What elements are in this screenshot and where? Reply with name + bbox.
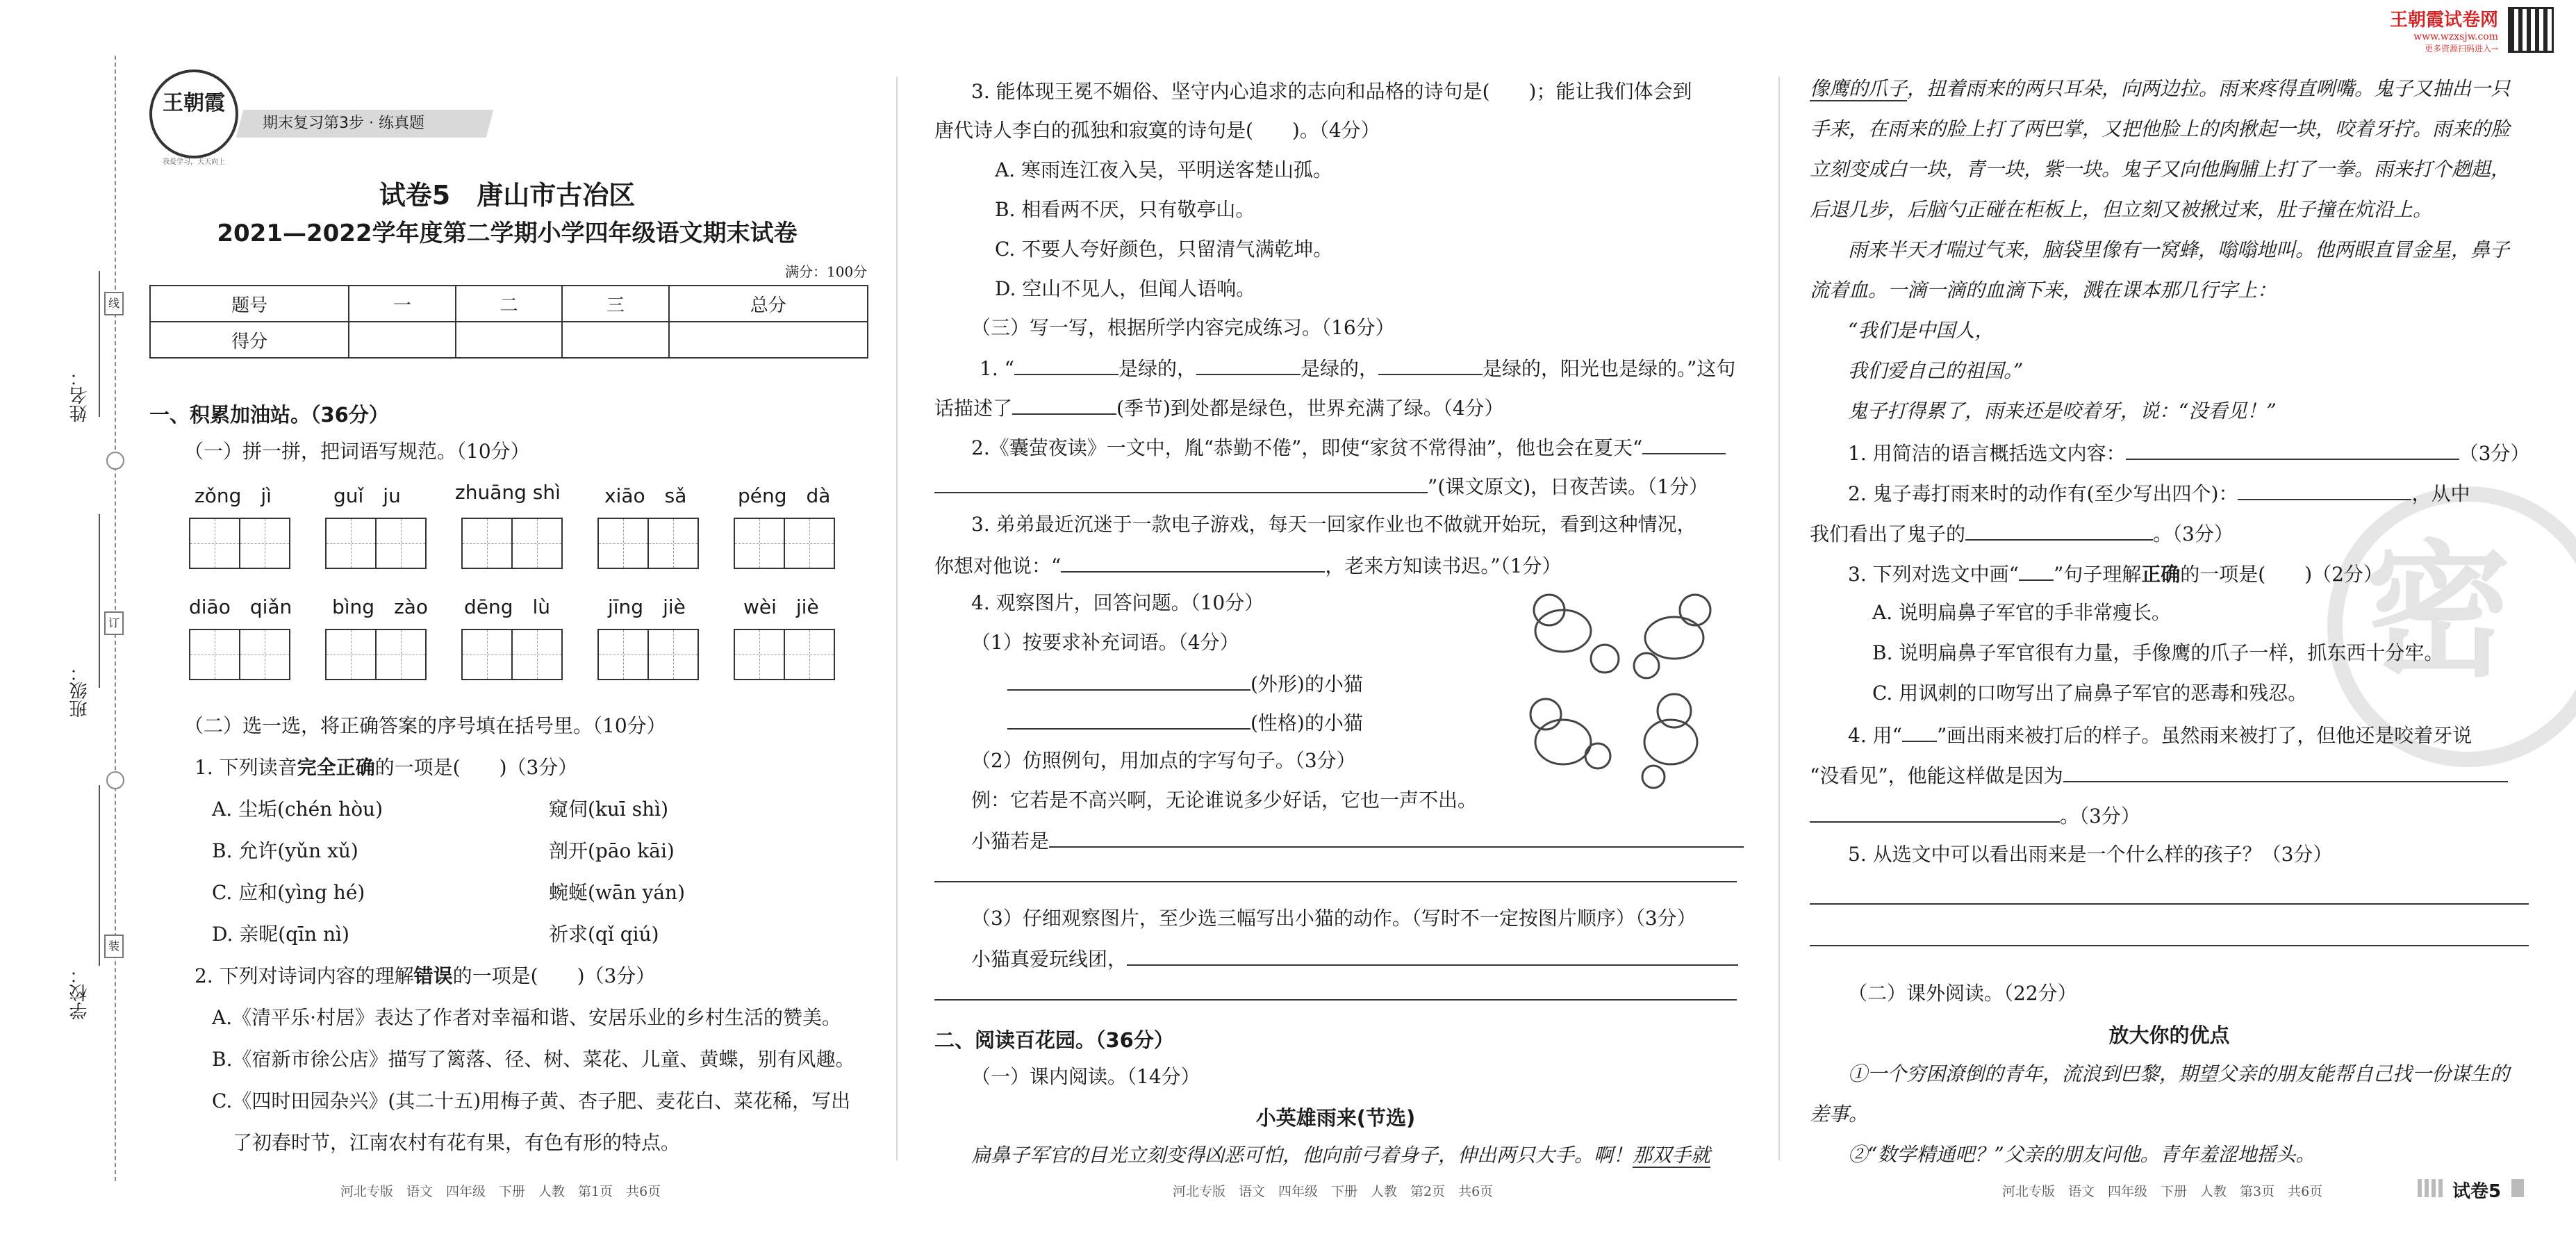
answer-blank[interactable] [1014, 353, 1118, 375]
seal-watermark-char: 密 [2366, 525, 2512, 697]
passage-line-8: 我们爱自己的祖国。” [1848, 359, 2024, 382]
reading-2-para-1: ①一个穷困潦倒的青年，流浪到巴黎，期望父亲的朋友能帮自己找一份谋生的 [1848, 1062, 2510, 1085]
write-q1 [980, 353, 1735, 383]
underline-marker [1902, 720, 1937, 742]
c3-q2-c: 我们看出了鬼子的 [1810, 522, 1966, 545]
yarn-ball-2 [1634, 653, 1659, 678]
paper-tag-end [2511, 1179, 2524, 1197]
write-q4-1a-text: (外形)的小猫 [1250, 673, 1363, 695]
c3-q4-c: “没看见”，他能这样做是因为 [1810, 764, 2063, 787]
writing-grid[interactable] [189, 629, 290, 680]
passage-line-6: 流着血。一滴一滴的血滴下来，溅在课本那几行字上： [1810, 279, 2277, 302]
c3-q3-bold: 正确 [2141, 563, 2181, 586]
reading-2-para-1-cont: 差事。 [1810, 1103, 1869, 1126]
write-q1-c: 是绿的， [1300, 357, 1378, 380]
write-q2-cont [934, 471, 1708, 501]
kitten-2-head [1680, 595, 1710, 625]
reading-1-text-a: 扁鼻子军官的目光立刻变得凶恶可怕，他向前弓着身子，伸出两只大手。啊！ [971, 1144, 1633, 1167]
seal-mark-1: 线 [104, 292, 124, 315]
c3-q1-points: （3分） [2459, 442, 2530, 465]
write-q1-d: 是绿的，阳光也是绿的。”这句 [1482, 357, 1736, 380]
pinyin-label: guǐ ju [333, 484, 401, 507]
question-1-bold: 完全正确 [297, 756, 375, 779]
q1-option-c: C. 应和(yìng hé) [212, 881, 365, 904]
c3-q1-text: 1. 用简洁的语言概括选文内容： [1848, 442, 2126, 465]
question-1-pre: 1. 下列读音 [195, 756, 297, 779]
writing-grid[interactable] [734, 629, 835, 680]
pinyin-label: zhuāng shì [455, 481, 561, 504]
write-q4-2-answer [971, 825, 1744, 855]
answer-blank[interactable] [1810, 800, 2060, 823]
answer-blank[interactable] [1007, 707, 1250, 730]
pinyin-label: zǒng jì [195, 484, 272, 507]
writing-grid[interactable] [597, 518, 699, 569]
score-cell[interactable] [669, 322, 868, 358]
name-label: 姓名： [69, 368, 90, 422]
pinyin-label: bìng zào [332, 595, 429, 618]
answer-blank[interactable] [1965, 518, 2153, 541]
reading-1-heading: （一）课内阅读。（14分） [971, 1065, 1200, 1088]
q2-option-b: B.《宿新市徐公店》描写了篱落、径、树、菜花、儿童、黄蝶，别有风趣。 [212, 1048, 855, 1071]
write-q4-2b: 小猫若是 [971, 830, 1050, 853]
write-q4-3-answer [971, 944, 1738, 973]
binding-hole-1 [106, 452, 124, 470]
c3-question-4-cont [1810, 760, 2508, 790]
writing-grid[interactable] [325, 518, 427, 569]
c3-q3-option-b: B. 说明扁鼻子军官很有力量，手像鹰的爪子一样，抓东西十分牢。 [1872, 641, 2444, 664]
c3-q3-a: 3. 下列对选文中画“ [1848, 563, 2019, 586]
logo-text: 王朝霞 [163, 91, 225, 115]
c3-q2-d: 。（3分） [2153, 522, 2234, 545]
answer-blank[interactable] [1378, 353, 1483, 375]
write-q4-3: （3）仔细观察图片，至少选三幅写出小猫的动作。（写时不一定按图片顺序）（3分） [971, 907, 1696, 930]
yarn-ball-4 [1642, 766, 1665, 788]
score-row-label: 得分 [150, 322, 349, 358]
write-q4-1: （1）按要求补充词语。（4分） [971, 631, 1239, 654]
write-q4-2: （2）仿照例句，用加点的字写句子。（3分） [971, 749, 1356, 772]
answer-blank[interactable] [1196, 353, 1301, 375]
reading-2-title: 放大你的优点 [2108, 1023, 2230, 1047]
score-cell[interactable] [456, 322, 562, 358]
question-2 [195, 962, 655, 990]
writing-grid[interactable] [461, 518, 563, 569]
write-q1-cont [934, 393, 1504, 422]
brand-logo [149, 69, 238, 166]
answer-blank[interactable] [1127, 944, 1738, 966]
passage-line-5: 雨来半天才喘过气来，脑袋里像有一窝蜂，嗡嗡地叫。他两眼直冒金星，鼻子 [1848, 238, 2510, 261]
reading-2-para-2: ②“数学精通吧？”父亲的朋友问他。青年羞涩地摇头。 [1848, 1143, 2315, 1166]
reading-1-underlined: 那双手就 [1633, 1144, 1711, 1167]
seal-mark-3: 装 [104, 935, 124, 958]
pinyin-label: jīng jiè [608, 595, 686, 618]
question-1-post: 的一项是( )（3分） [374, 756, 578, 779]
passage-underlined: 像鹰的爪子 [1810, 77, 1908, 100]
part-3-heading: （三）写一写，根据所学内容完成练习。（16分） [971, 316, 1395, 339]
yarn-ball-1 [1591, 645, 1619, 673]
c3-q2-a: 2. 鬼子毒打雨来时的动作有(至少写出四个)： [1848, 482, 2238, 505]
question-2-pre: 2. 下列对诗词内容的理解 [195, 964, 414, 987]
q3-option-d: D. 空山不见人，但闻人语响。 [995, 277, 1256, 300]
passage-line-2: 手来，在雨来的脸上打了两巴掌，又把他脸上的肉揪起一块，咬着牙拧。雨来的脸 [1810, 117, 2511, 140]
score-cell[interactable] [562, 322, 668, 358]
c3-question-4 [1848, 720, 2472, 750]
write-q1-e: 话描述了 [934, 397, 1013, 420]
write-q3-cont [934, 550, 1561, 580]
seal-mark-2: 订 [104, 611, 124, 635]
c3-question-5: 5. 从选文中可以看出雨来是一个什么样的孩子？（3分） [1848, 843, 2333, 866]
c3-q4-a: 4. 用“ [1848, 724, 1902, 747]
writing-grid[interactable] [189, 518, 290, 569]
kitten-2 [1645, 617, 1703, 659]
q2-option-a: A.《清平乐·村居》表达了作者对幸福和谐、安居乐业的乡村生活的赞美。 [212, 1006, 842, 1029]
write-q4: 4. 观察图片，回答问题。（10分） [971, 591, 1264, 614]
question-2-bold: 错误 [413, 964, 453, 987]
c3-q4-b: ”画出雨来被打后的样子。虽然雨来被打了，但他还是咬着牙说 [1936, 724, 2472, 747]
score-header: 三 [562, 286, 668, 322]
passage-line-3: 立刻变成白一块，青一块，紫一块。鬼子又向他胸脯上打了一拳。雨来打个趔趄， [1810, 158, 2511, 181]
bind-line-3 [99, 785, 100, 966]
stage-banner-text: 期末复习第3步 · 练真题 [263, 115, 424, 132]
write-q4-2-example: 例：它若是不高兴啊，无论谁说多少好话，它也一声不出。 [971, 789, 1478, 812]
answer-line[interactable] [1810, 903, 2529, 905]
q3-option-b: B. 相看两不厌，只有敬亭山。 [995, 198, 1255, 221]
column-divider-2 [1778, 76, 1780, 1160]
watermark-site: 王朝霞试卷网 www.wzxsjw.com 更多资源扫码进入→ [2390, 10, 2499, 53]
c3-q3-option-c: C. 用讽刺的口吻写出了扁鼻子军官的恶毒和残忍。 [1872, 682, 2308, 705]
c3-question-1 [1848, 438, 2529, 468]
score-table-header-row [150, 286, 868, 322]
answer-blank[interactable] [2126, 438, 2459, 460]
pinyin-label: dēng lù [464, 595, 551, 618]
write-q1-a: 1. “ [980, 357, 1014, 380]
paper-tag: 试卷5 [2452, 1181, 2502, 1202]
q2-option-c: C.《四时田园杂兴》(其二十五)用梅子黄、杏子肥、麦花白、菜花稀，写出 [212, 1089, 851, 1112]
bind-line-1 [99, 271, 100, 417]
full-score: 满分：100分 [785, 263, 868, 280]
q1-option-b-2: 剖开(pāo kāi) [549, 839, 675, 862]
c3-q3-b: ”句子理解 [2053, 563, 2142, 586]
write-q4-3b: 小猫真爱玩线团， [971, 948, 1128, 971]
c3-q3-c: 的一项是( )（2分） [2180, 563, 2383, 586]
q2-option-c-cont: 了初春时节，江南农村有花有果，有色有形的特点。 [233, 1131, 681, 1154]
score-table-row [150, 322, 868, 358]
q1-option-d-2: 祈求(qǐ qiú) [549, 923, 659, 946]
q1-option-a: A. 尘垢(chén hòu) [212, 798, 383, 821]
c3-q2-b: ，从中 [2411, 482, 2470, 505]
answer-line[interactable] [1810, 945, 2529, 946]
pinyin-label: diāo qiǎn [189, 595, 292, 618]
writing-grid[interactable] [734, 518, 835, 569]
kitten-4-head [1658, 694, 1691, 727]
page-footer-2: 河北专版 语文 四年级 下册 人教 第2页 共6页 [1173, 1184, 1494, 1199]
write-q2 [971, 432, 1726, 462]
bind-line-2 [99, 514, 100, 688]
score-header: 总分 [669, 286, 868, 322]
underline-marker [2019, 559, 2054, 581]
question-2-post: 的一项是( )（3分） [452, 964, 656, 987]
question-3-line2: 唐代诗人李白的孤独和寂寞的诗句是( )。（4分） [934, 119, 1380, 142]
c3-question-3 [1848, 559, 2383, 588]
qr-code [2508, 7, 2554, 53]
logo-caption: 我爱学习，天天向上 [163, 158, 225, 166]
write-q2-a: 2.《囊萤夜读》一文中，胤“恭勤不倦”，即使“家贫不常得油”，他也会在夏天“ [971, 436, 1643, 459]
c3-q4-d: 。（3分） [2060, 805, 2140, 828]
score-header: 二 [456, 286, 562, 322]
q3-option-c: C. 不要人夸好颜色，只留清气满乾坤。 [995, 238, 1333, 261]
paper-subtitle: 2021—2022学年度第二学期小学四年级语文期末试卷 [217, 220, 798, 247]
binding-hole-2 [106, 771, 124, 789]
reading-1-title: 小英雄雨来(节选) [1255, 1106, 1416, 1130]
question-1 [195, 754, 577, 782]
part-1-heading: （一）拼一拼，把词语写规范。（10分） [184, 440, 530, 463]
c3-q3-option-a: A. 说明扁鼻子军官的手非常瘦长。 [1872, 601, 2172, 624]
answer-line[interactable] [934, 999, 1737, 1001]
q1-option-b: B. 允许(yǔn xǔ) [212, 839, 358, 862]
passage-line-1-text: ，扭着雨来的两只耳朵，向两边拉。雨来疼得直咧嘴。鬼子又抽出一只 [1907, 77, 2511, 100]
write-q3-b: 你想对他说：“ [934, 554, 1062, 577]
c3-question-2-cont [1810, 518, 2234, 548]
reading-1-text [971, 1142, 1710, 1169]
passage-line-4: 后退几步，后脑勺正碰在柜板上，但立刻又被揪过来，肚子撞在炕沿上。 [1810, 198, 2433, 221]
class-label: 班级： [69, 664, 90, 718]
pinyin-label: xiāo sǎ [604, 484, 687, 507]
q1-option-d: D. 亲昵(qīn nì) [212, 923, 349, 946]
q3-option-a: A. 寒雨连江夜入吴，平明送客楚山孤。 [995, 158, 1333, 181]
answer-blank[interactable] [1007, 668, 1250, 691]
answer-blank[interactable] [2063, 760, 2508, 782]
write-q3: 3. 弟弟最近沉迷于一款电子游戏，每天一回家作业也不做就开始玩，看到这种情况， [971, 513, 1696, 536]
score-header: 题号 [150, 286, 349, 322]
school-label: 学校： [69, 966, 90, 1020]
reading-2-heading: （二）课外阅读。（22分） [1848, 982, 2077, 1005]
write-q4-1b [1007, 707, 1363, 737]
page-footer-1: 河北专版 语文 四年级 下册 人教 第1页 共6页 [340, 1184, 661, 1199]
write-q3-c: ，老来方知读书迟。”（1分） [1325, 554, 1562, 577]
yarn-ball-3 [1585, 743, 1610, 768]
section-2-heading: 二、阅读百花园。（36分） [934, 1028, 1174, 1052]
q1-option-c-2: 蜿蜒(wān yán) [549, 881, 685, 904]
write-q1-f: (季节)到处都是绿色，世界充满了绿。（4分） [1116, 397, 1504, 420]
pinyin-label: wèi jiè [743, 595, 819, 618]
passage-line-7: “我们是中国人， [1848, 319, 1995, 342]
c3-question-2 [1848, 478, 2470, 508]
answer-blank[interactable] [934, 471, 1428, 493]
section-1-heading: 一、积累加油站。（36分） [149, 403, 389, 427]
kitten-3 [1535, 720, 1591, 764]
writing-grid[interactable] [461, 629, 563, 680]
answer-blank[interactable] [1049, 825, 1744, 848]
answer-blank[interactable] [1061, 550, 1325, 573]
score-cell[interactable] [349, 322, 455, 358]
column-divider-1 [896, 76, 898, 1160]
write-q2-b: ”(课文原文)，日夜苦读。（1分） [1428, 475, 1708, 498]
write-q4-1a [1007, 668, 1363, 698]
answer-blank[interactable] [1642, 432, 1726, 454]
write-q4-1b-text: (性格)的小猫 [1250, 711, 1363, 734]
answer-line[interactable] [934, 881, 1737, 882]
score-table [149, 285, 868, 359]
c3-question-4-end [1810, 800, 2140, 830]
part-2-heading: （二）选一选，将正确答案的序号填在括号里。（10分） [184, 714, 666, 737]
page-footer-3: 河北专版 语文 四年级 下册 人教 第3页 共6页 [2002, 1184, 2323, 1199]
passage-line-1 [1810, 75, 2510, 103]
answer-blank[interactable] [2238, 478, 2411, 500]
answer-blank[interactable] [1012, 393, 1116, 415]
q1-option-a-2: 窥伺(kuī shì) [549, 798, 669, 821]
write-q1-b: 是绿的， [1118, 357, 1196, 380]
paper-title: 试卷5 唐山市古冶区 [379, 180, 636, 211]
paper-tag-bar [2418, 1179, 2445, 1197]
score-header: 一 [349, 286, 455, 322]
passage-line-9: 鬼子打得累了，雨来还是咬着牙，说：“没看见！” [1848, 400, 2277, 422]
writing-grid[interactable] [597, 629, 699, 680]
kittens-illustration [1514, 582, 1730, 798]
pinyin-label: péng dà [738, 484, 831, 507]
question-3-line1: 3. 能体现王冕不媚俗、坚守内心追求的志向和品格的诗句是( )；能让我们体会到 [971, 80, 1692, 103]
writing-grid[interactable] [325, 629, 427, 680]
